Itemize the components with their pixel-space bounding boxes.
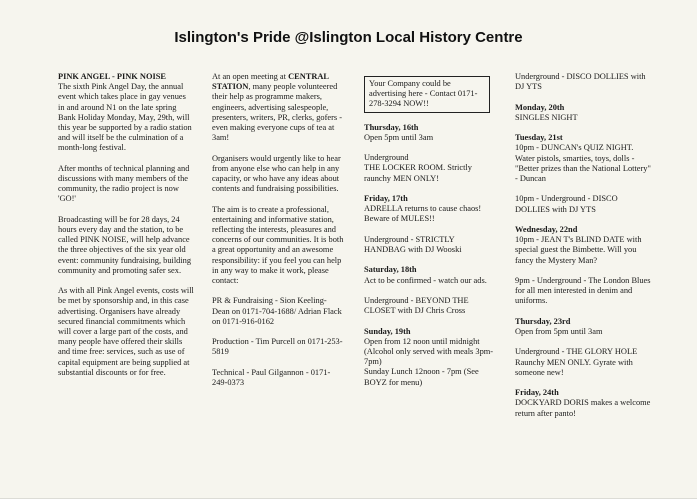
col1-paragraphs xyxy=(58,82,194,378)
listing-entry xyxy=(364,235,496,255)
listing-text: 10pm - JEAN T's BLIND DATE with special guest the Bimbette. Will you fancy the Mystery Man? xyxy=(515,235,642,265)
listing-day: Saturday, 18th xyxy=(364,265,417,275)
listing-day: Sunday, 19th xyxy=(364,326,411,336)
listing-day: Thursday, 23rd xyxy=(515,316,571,326)
listing-entry xyxy=(515,133,651,184)
listing-text: Underground - DISCO DOLLIES with DJ YTS xyxy=(515,72,646,92)
listing-entry xyxy=(515,276,651,307)
listing-entry xyxy=(515,103,651,123)
article-paragraph: As with all Pink Angel events, costs will be met by sponsorship and, in this case advertising. Organisers have already secured financial commitments which will cover a large part of the costs, and many people have offered their skills and time free: services, such as use of capital equipment are being supplied at substantial discounts or for free. xyxy=(58,286,194,377)
listing-text: DOCKYARD DORIS makes a welcome return after panto! xyxy=(515,398,651,418)
listing-entry xyxy=(515,317,651,337)
article-heading-main: PINK ANGEL - xyxy=(58,72,117,81)
listing-entry xyxy=(364,265,496,285)
listing-entry xyxy=(364,194,496,225)
article-heading-sub: PINK NOISE xyxy=(116,72,166,81)
col3-entries xyxy=(364,123,496,388)
listing-day: Friday, 17th xyxy=(364,194,408,203)
column-listings-1 xyxy=(364,76,496,398)
article-paragraph: The aim is to create a professional, entertaining and informative station, reflecting the interests, pleasures and concerns of our communities. It is both a great opportunity and an awesome responsibility: if you feel you can help in any way to make it work, please contact: xyxy=(212,204,344,286)
open-meeting-rest: , many people volunteered their help as programme makers, engineers, advertising salespeople, presenters, writers, PR, clerks, gofers - even making everyone cups of tea at 3am! xyxy=(212,82,343,143)
listing-entry xyxy=(515,194,651,214)
listing-day: Monday, 20th xyxy=(515,102,565,112)
listing-text: Underground THE LOCKER ROOM. Strictly raunchy MEN ONLY! xyxy=(364,153,472,183)
article-paragraph: Organisers would urgently like to hear from anyone else who can help in any capacity, or who have any ideas about contents and fundraising possibilities. xyxy=(212,153,341,194)
article-paragraph: PR & Fundraising - Sion Keeling-Dean on 0171-704-1688/ Adrian Flack on 0171-916-0162 xyxy=(212,296,342,326)
listing-text: Open from 12 noon until midnight (Alcohol only served with meals 3pm-7pm) Sunday Lunch 12noon - 7pm (See BOYZ for menu) xyxy=(364,336,494,387)
listing-text: SINGLES NIGHT xyxy=(515,112,578,122)
central-station-label: CENTRAL STATION xyxy=(212,72,329,92)
column-listings-2 xyxy=(515,72,651,429)
column-volunteers xyxy=(212,72,344,398)
listing-text: Open from 5pm until 3am xyxy=(515,326,603,336)
open-meeting-paragraph xyxy=(212,72,344,143)
article-paragraph: Technical - Paul Gilgannon - 0171-249-0373 xyxy=(212,367,331,388)
listing-text: 10pm - Underground - DISCO DOLLIES with DJ YTS xyxy=(515,194,618,214)
listing-entry xyxy=(515,72,651,92)
article-paragraph: After months of technical planning and discussions with many members of the community, the radio project is now 'GO!' xyxy=(58,163,190,204)
listing-text: Underground - BEYOND THE CLOSET with DJ Chris Cross xyxy=(364,295,469,316)
listing-day: Tuesday, 21st xyxy=(515,133,563,143)
listing-day: Thursday, 16th xyxy=(364,122,419,132)
article-heading xyxy=(58,72,194,82)
listing-entry xyxy=(364,327,496,388)
page-title: Islington's Pride @Islington Local History Centre xyxy=(174,29,523,46)
listing-text: 9pm - Underground - The London Blues for all men interested in denim and uniforms. xyxy=(515,275,651,306)
open-meeting-intro: At an open meeting at xyxy=(212,72,289,81)
listing-text: ADRELLA returns to cause chaos! Beware of MULES!! xyxy=(364,204,482,224)
article-paragraph: Broadcasting will be for 28 days, 24 hours every day and the station, to be called PINK NOISE, will help advance the three objectives of the six year old event: community fundraising, building community and promoting safer sex. xyxy=(58,214,192,275)
listing-entry xyxy=(364,153,496,184)
column-pink-angel xyxy=(58,72,194,388)
listing-text: Open 5pm until 3am xyxy=(364,132,434,142)
listing-text: Underground - THE GLORY HOLE Raunchy MEN ONLY. Gyrate with someone new! xyxy=(515,347,638,377)
listing-text: 10pm - DUNCAN's QUIZ NIGHT. Water pistols, smarties, toys, dolls - "Better prizes than the National Lottery" - Duncan xyxy=(515,143,651,183)
listing-text: Underground - STRICTLY HANDBAG with DJ Wooski xyxy=(364,234,462,254)
article-paragraph: Production - Tim Purcell on 0171-253-5819 xyxy=(212,337,343,357)
listing-day: Wednesday, 22nd xyxy=(515,224,578,234)
listing-day: Friday, 24th xyxy=(515,388,559,398)
advertising-box: Your Company could be advertising here - Contact 0171-278-3294 NOW!! xyxy=(364,76,490,113)
listing-entry xyxy=(364,123,496,143)
col4-entries xyxy=(515,72,651,419)
article-paragraph: The sixth Pink Angel Day, the annual event which takes place in gay venues in and around N1 on the late spring Bank Holiday Monday, May, 29th, will this year be supported by a radio station and will itself be the culmination of a month-long festival. xyxy=(58,82,192,153)
listing-entry xyxy=(364,296,496,316)
listing-entry xyxy=(515,347,651,378)
listing-entry xyxy=(515,225,651,266)
listing-text: Act to be confirmed - watch our ads. xyxy=(364,275,487,285)
col2-paragraphs xyxy=(212,154,344,389)
listing-entry xyxy=(515,388,651,419)
